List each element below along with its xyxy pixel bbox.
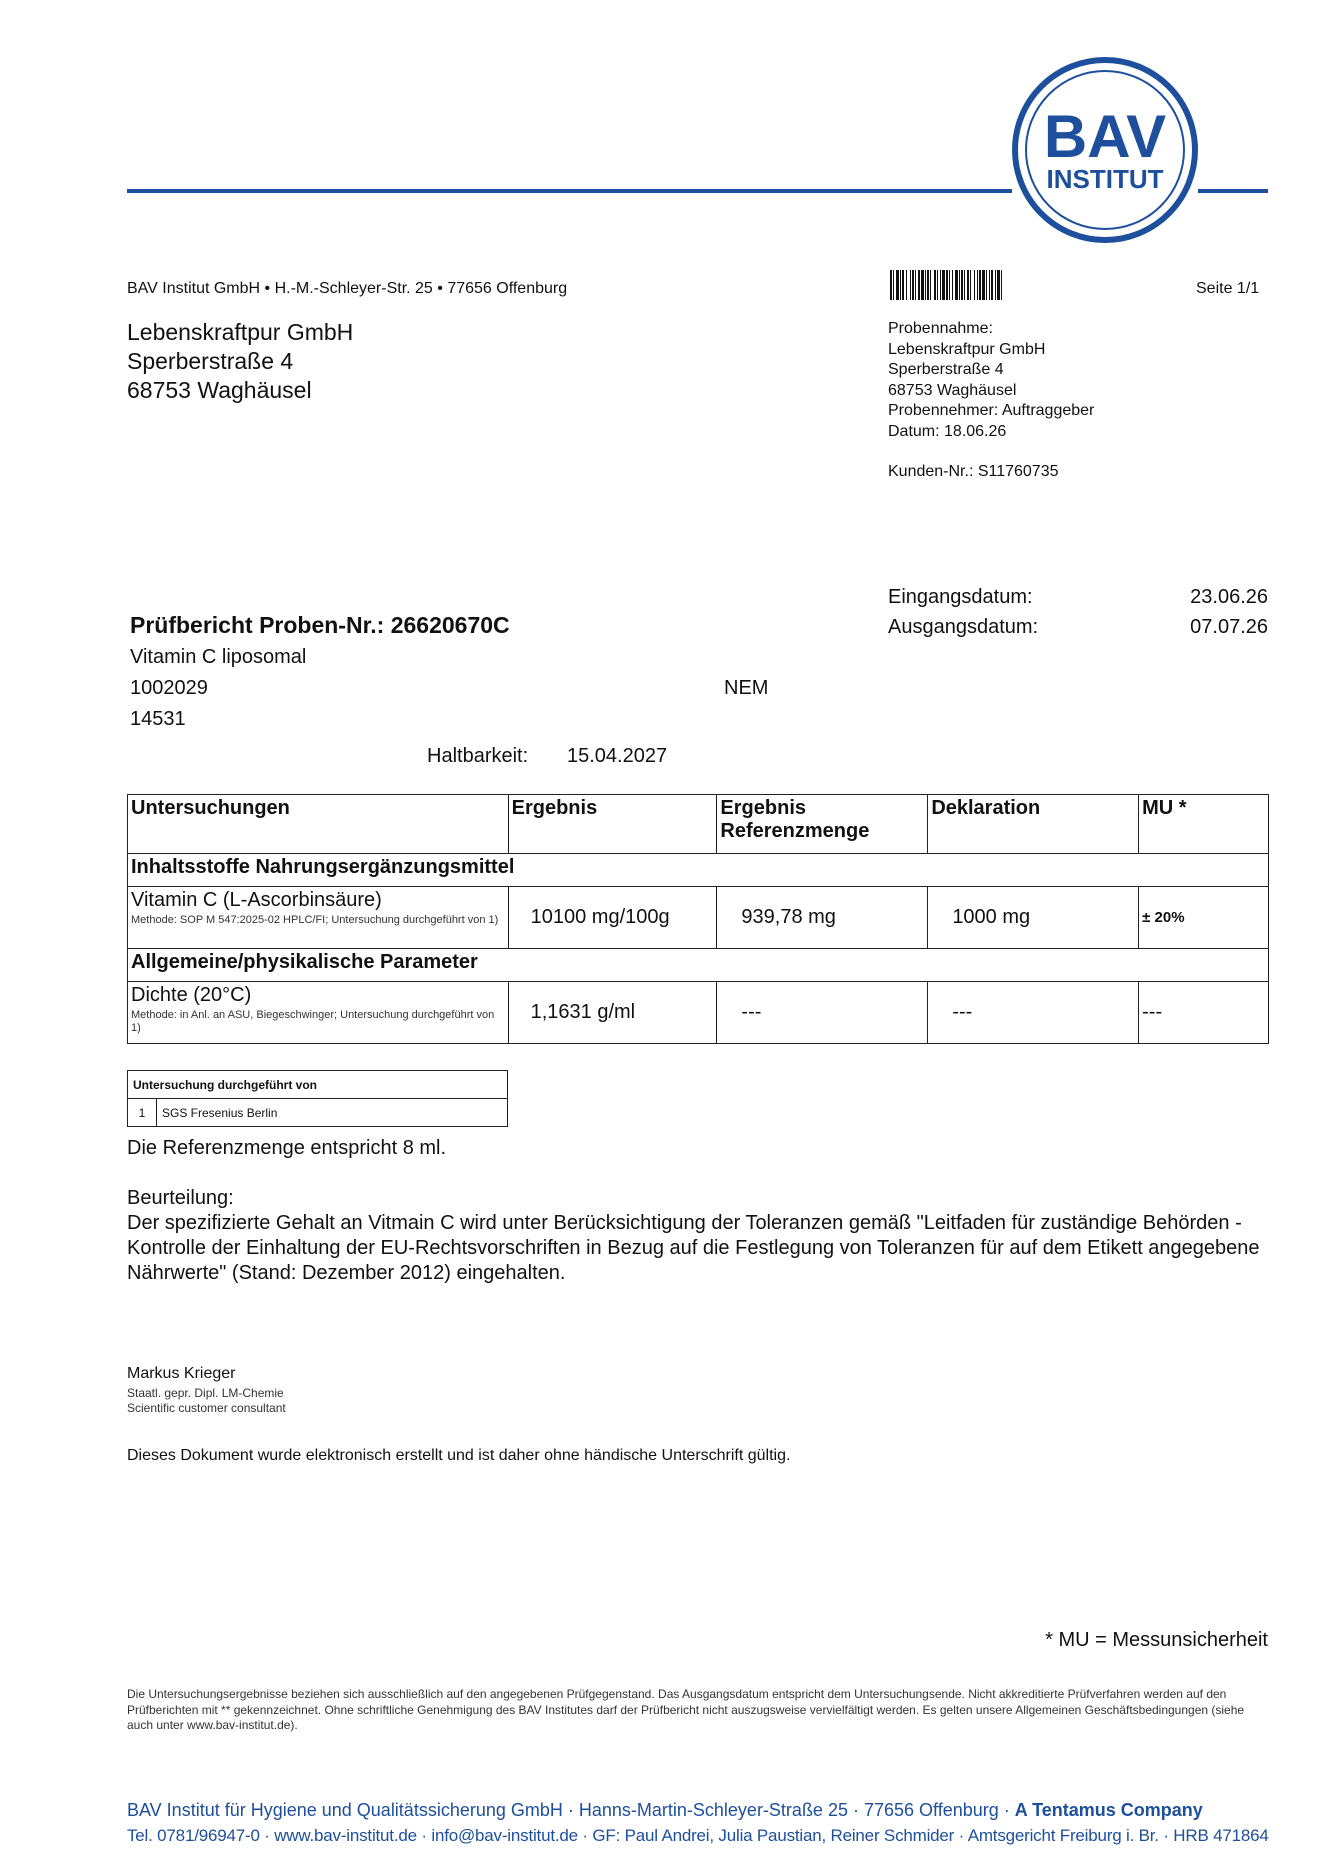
barcode-bar: [977, 270, 978, 300]
barcode-bar: [940, 270, 941, 300]
lab-name: SGS Fresenius Berlin: [157, 1099, 508, 1127]
report-title: Prüfbericht Proben-Nr.: 26620670C: [130, 612, 510, 638]
section-row: [128, 854, 1269, 887]
barcode-bar: [918, 270, 920, 300]
recipient-city: 68753 Waghäusel: [127, 377, 312, 403]
section-title-ingredients: Inhaltsstoffe Nahrungsergänzungsmittel: [128, 854, 1269, 887]
barcode-bar: [959, 270, 960, 300]
recipient-address: [127, 318, 353, 405]
sample-info-line: Datum: 18.06.26: [888, 422, 1007, 440]
labs-header-row: [128, 1071, 508, 1099]
section-title-physical: Allgemeine/physikalische Parameter: [128, 949, 1269, 982]
report-dates: [888, 582, 1268, 642]
col-header-ref-result: Ergebnis Referenzmenge: [717, 795, 928, 854]
barcode-bar: [986, 270, 987, 300]
bav-institut-logo: [1010, 55, 1200, 245]
shelf-life-label: Haltbarkeit:: [427, 745, 529, 767]
barcode-bar: [906, 270, 907, 300]
disclaimer: Die Untersuchungsergebnisse beziehen sich ausschließlich auf den angegebenen Prüfgegenstand. Das Ausgangsdatum entspricht dem Untersuchungsende. Nicht akkreditierte Prüfverfahren werden auf den Prüfberichten mit ** gekennzeichnet. Ohne schriftliche Genehmigung des BAV Institutes darf der Prüfbericht nicht auszugsweise vervielfältigt werden. Es gelten unsere Allgemeinen Geschäftsbedingungen (siehe auch unter www.bav-institut.de).: [127, 1687, 1245, 1732]
barcode-bar: [942, 270, 945, 300]
test-cell: [128, 887, 509, 949]
ref-result-value: ---: [717, 982, 928, 1044]
sender-address-line: BAV Institut GmbH • H.-M.-Schleyer-Str. 25 • 77656 Offenburg: [127, 280, 568, 297]
product-name: Vitamin C liposomal: [130, 646, 307, 668]
table-row: [128, 1099, 508, 1127]
result-value: 10100 mg/100g: [508, 887, 717, 949]
barcode-bar: [974, 270, 975, 300]
barcode-bar: [982, 270, 985, 300]
barcode-bar: [930, 270, 931, 300]
customer-number: Kunden-Nr.: S11760735: [888, 463, 1059, 480]
table-row: [128, 982, 1269, 1044]
sample-info-line: Probennahme:: [888, 320, 993, 337]
shelf-life-value: 15.04.2027: [567, 745, 668, 767]
signatory-title: Staatl. gepr. Dipl. LM-Chemie: [127, 1386, 284, 1400]
barcode-bar: [979, 270, 981, 300]
recipient-company: Lebenskraftpur GmbH: [127, 319, 354, 345]
footer-address: BAV Institut für Hygiene und Qualitätssicherung GmbH · Hanns-Martin-Schleyer-Straße 25 · 77656 Offenburg ·: [127, 1800, 1015, 1820]
received-date-value: 23.06.26: [1190, 586, 1268, 608]
barcode-bar: [890, 270, 892, 300]
logo-text-institut: INSTITUT: [1046, 164, 1164, 194]
barcode-bar: [910, 270, 911, 300]
barcode-bar: [955, 270, 958, 300]
test-method: Methode: SOP M 547:2025-02 HPLC/FI; Untersuchung durchgeführt von 1): [131, 914, 499, 926]
footer-brand: A Tentamus Company: [1014, 1800, 1203, 1820]
assessment-text: Der spezifizierte Gehalt an Vitmain C wird unter Berücksichtigung der Toleranzen gemäß "Leitfaden für zuständige Behörden - Kontrolle der Einhaltung der EU-Rechtsvorschriften in Bezug auf die Festlegung von Toleranzen für auf dem Etikett angegebene Nährwerte" (Stand: Dezember 2012) eingehalten.: [127, 1212, 1260, 1284]
barcode-bar: [964, 270, 965, 300]
assessment-label: Beurteilung:: [127, 1187, 234, 1209]
barcode-bar: [934, 270, 936, 300]
signatory-title: Scientific customer consultant: [127, 1401, 286, 1415]
barcode-bar: [967, 270, 969, 300]
barcode-bar: [949, 270, 950, 300]
product-code: 1002029: [130, 677, 208, 699]
electronic-document-note: Dieses Dokument wurde elektronisch erstellt und ist daher ohne händische Unterschrift gültig.: [127, 1447, 791, 1464]
test-cell: [128, 982, 509, 1044]
sample-info: [888, 319, 1094, 483]
labs-header: Untersuchung durchgeführt von: [128, 1071, 508, 1099]
barcode-bar: [900, 270, 901, 300]
reference-note: Die Referenzmenge entspricht 8 ml.: [127, 1137, 447, 1159]
test-method: Methode: in Anl. an ASU, Biegeschwinger; Untersuchung durchgeführt von 1): [131, 1009, 495, 1034]
section-row: [128, 949, 1269, 982]
table-row: [128, 887, 1269, 949]
issued-date-label: Ausgangsdatum:: [888, 616, 1039, 638]
issued-date-row: [888, 612, 1268, 642]
results-table: [127, 794, 1269, 1044]
ref-result-value: 939,78 mg: [717, 887, 928, 949]
logo-text-bav: BAV: [1043, 103, 1167, 170]
result-value: 1,1631 g/ml: [508, 982, 717, 1044]
barcode-bar: [961, 270, 963, 300]
mu-value: ± 20%: [1139, 887, 1269, 949]
header-rule-right: [1198, 189, 1268, 193]
barcode-bar: [896, 270, 899, 300]
barcode-bar: [1001, 270, 1002, 300]
col-header-result: Ergebnis: [508, 795, 717, 854]
col-header-mu: MU *: [1139, 795, 1269, 854]
lab-number: 1: [128, 1099, 157, 1127]
header-rule-left: [127, 189, 1012, 193]
sample-info-line: Probennehmer: Auftraggeber: [888, 402, 1095, 419]
received-date-label: Eingangsdatum:: [888, 586, 1033, 608]
test-name: Dichte (20°C): [131, 984, 252, 1006]
labs-table: [127, 1070, 508, 1127]
results-header-row: [128, 795, 1269, 854]
issued-date-value: 07.07.26: [1190, 616, 1268, 638]
footer-contact-line: Tel. 0781/96947-0 · www.bav-institut.de · info@bav-institut.de · GF: Paul Andrei, Julia Paustian, Reiner Schmider · Amtsgericht Freiburg i. Br. · HRB 471864: [127, 1826, 1269, 1845]
sample-info-line: Lebenskraftpur GmbH: [888, 340, 1046, 358]
col-header-declaration: Deklaration: [928, 795, 1139, 854]
barcode-bar: [946, 270, 948, 300]
barcode-bar: [970, 270, 971, 300]
product-code-2: 14531: [130, 708, 186, 730]
barcode-bar: [921, 270, 924, 300]
barcode-bar: [902, 270, 904, 300]
page-number: Seite 1/1: [1196, 280, 1260, 297]
col-header-tests: Untersuchungen: [128, 795, 509, 854]
barcode-bar: [927, 270, 929, 300]
sample-info-line: Sperberstraße 4: [888, 361, 1004, 378]
mu-value: ---: [1139, 982, 1269, 1044]
product-category: NEM: [724, 677, 769, 699]
barcode-bar: [989, 270, 990, 300]
test-name: Vitamin C (L-Ascorbinsäure): [131, 889, 382, 911]
declaration-value: 1000 mg: [928, 887, 1139, 949]
recipient-street: Sperberstraße 4: [127, 348, 294, 374]
barcode-bar: [893, 270, 894, 300]
barcode-bar: [925, 270, 926, 300]
signatory-name: Markus Krieger: [127, 1365, 236, 1382]
barcode-bar: [912, 270, 914, 300]
barcode-bar: [995, 270, 996, 300]
barcode-bar: [915, 270, 916, 300]
received-date-row: [888, 582, 1268, 612]
sample-info-line: 68753 Waghäusel: [888, 381, 1017, 399]
declaration-value: ---: [928, 982, 1139, 1044]
barcode-bar: [991, 270, 993, 300]
barcode-bar: [997, 270, 1000, 300]
barcode: [890, 270, 1115, 300]
footer-company-line: [127, 1800, 1203, 1821]
barcode-bar: [937, 270, 938, 300]
signatory-titles: [127, 1386, 286, 1416]
barcode-bar: [952, 270, 953, 300]
mu-legend: * MU = Messunsicherheit: [1045, 1629, 1268, 1651]
